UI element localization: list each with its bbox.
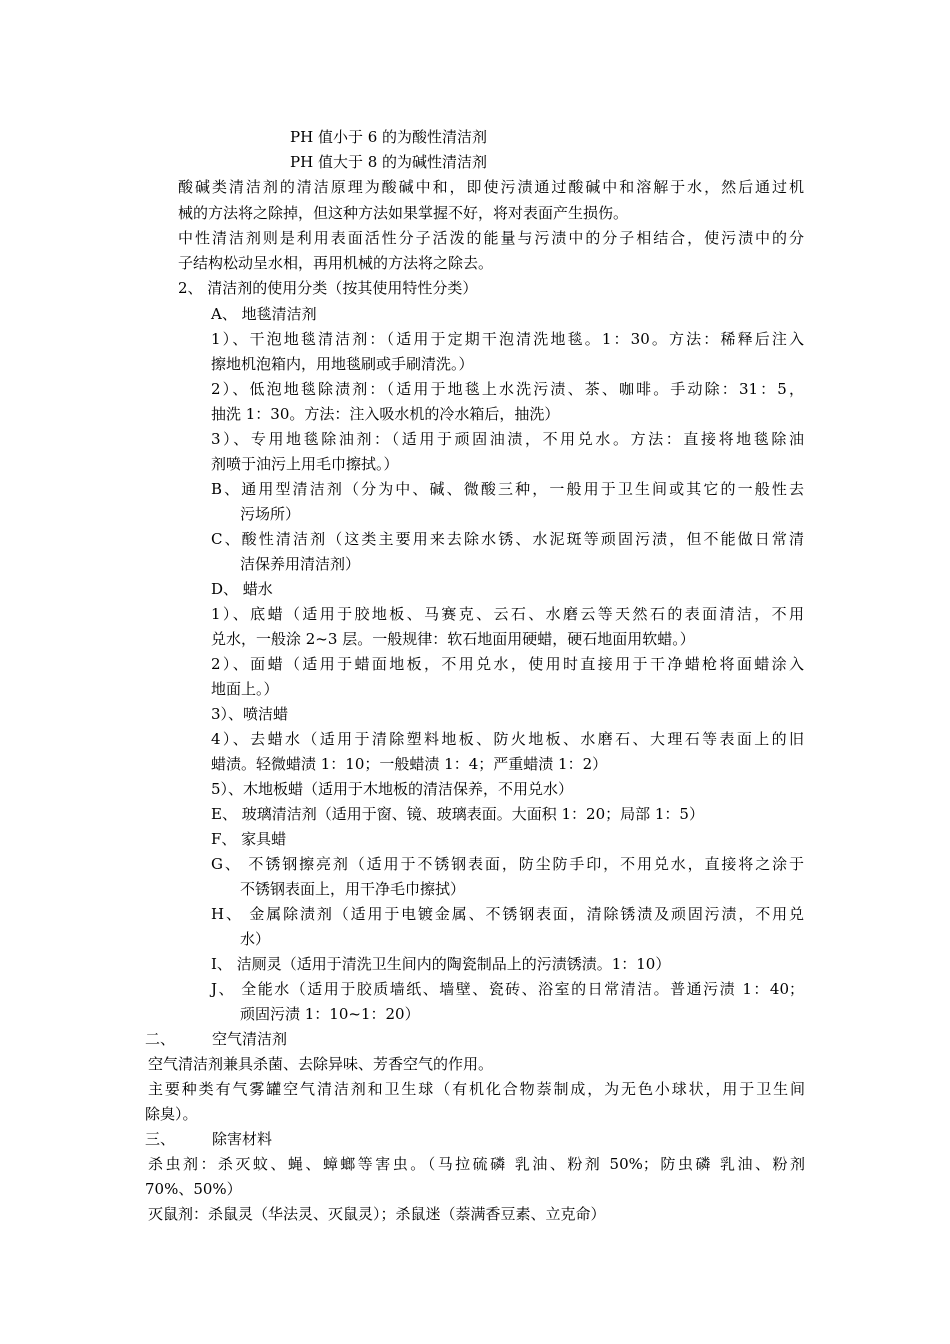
item-g-line-2: 不锈钢表面上，用干净毛巾擦拭） <box>240 880 466 898</box>
item-a3-line-2: 剂喷于油污上用毛巾擦拭。） <box>211 455 399 473</box>
section-two-paragraph-2-line-1: 主要种类有气雾罐空气清洁剂和卫生球（有机化合物萘制成，为无色小球状，用于卫生间 <box>148 1080 805 1098</box>
ph-acid-line: PH 值小于 6 的为酸性清洁剂 <box>290 128 488 146</box>
section-three-paragraph-1-line-2: 70%、50%） <box>145 1180 242 1198</box>
section-three-paragraph-1-line-1: 杀虫剂：杀灭蚊、蝇、蟑螂等害虫。（马拉硫磷 乳油、粉剂 50%；防虫磷 乳油、粉剂 <box>148 1155 805 1173</box>
item-a3-line-1: 3）、专用地毯除油剂：（适用于顽固油渍，不用兑水。方法：直接将地毯除油 <box>211 430 804 448</box>
item-a1-line-1: 1）、干泡地毯清洁剂：（适用于定期干泡清洗地毯。1：30。方法：稀释后注入 <box>211 330 804 348</box>
item-d1-line-2: 兑水，一般涂 2~3 层。一般规律：软石地面用硬蜡，硬石地面用软蜡。） <box>211 630 695 648</box>
item-c-line-1: C、酸性清洁剂（这类主要用来去除水锈、水泥斑等顽固污渍，但不能做日常清 <box>211 530 804 548</box>
item-d4-line-2: 蜡渍。轻微蜡渍 1：10；一般蜡渍 1：4；严重蜡渍 1：2） <box>211 755 608 773</box>
item-b-line-2: 污场所） <box>240 505 301 523</box>
section-three-paragraph-2: 灭鼠剂：杀鼠灵（华法灵、灭鼠灵）；杀鼠迷（萘满香豆素、立克命） <box>148 1205 606 1223</box>
section-two-paragraph-2-line-2: 除臭）。 <box>145 1105 198 1123</box>
item-a-heading: A、 地毯清洁剂 <box>211 305 317 323</box>
neutral-paragraph-line-2: 子结构松动呈水相，再用机械的方法将之除去。 <box>178 254 494 272</box>
item-j-line-1: J、 全能水（适用于胶质墙纸、墙壁、瓷砖、浴室的日常清洁。普通污渍 1：40； <box>211 980 804 998</box>
item-h-line-1: H、 金属除渍剂（适用于电镀金属、不锈钢表面，清除锈渍及顽固污渍，不用兑 <box>211 905 804 923</box>
item-d1-line-1: 1）、底蜡（适用于胶地板、马赛克、云石、水磨云等天然石的表面清洁，不用 <box>211 605 804 623</box>
acid-base-paragraph-line-2: 械的方法将之除掉，但这种方法如果掌握不好，将对表面产生损伤。 <box>178 204 629 222</box>
section-three-number: 三、 <box>145 1130 176 1148</box>
section-two-heading: 空气清洁剂 <box>212 1030 288 1048</box>
item-i-line: I、 洁厕灵（适用于清洗卫生间内的陶瓷制品上的污渍锈渍。1：10） <box>211 955 671 973</box>
item-d2-line-1: 2）、面蜡（适用于蜡面地板，不用兑水，使用时直接用于干净蜡枪将面蜡涂入 <box>211 655 804 673</box>
acid-base-paragraph-line-1: 酸碱类清洁剂的清洁原理为酸碱中和，即使污渍通过酸碱中和溶解于水，然后通过机 <box>178 178 804 196</box>
section-two-number: 二、 <box>145 1030 176 1048</box>
item-g-line-1: G、 不锈钢擦亮剂（适用于不锈钢表面，防尘防手印，不用兑水，直接将之涂于 <box>211 855 804 873</box>
item-j-line-2: 顽固污渍 1：10~1：20） <box>240 1005 420 1023</box>
item-a1-line-2: 擦地机泡箱内，用地毯刷或手刷清洗。） <box>211 355 474 373</box>
item-d3-line: 3）、喷洁蜡 <box>211 705 289 723</box>
item-d2-line-2: 地面上。） <box>211 680 279 698</box>
ph-alkali-line: PH 值大于 8 的为碱性清洁剂 <box>290 153 488 171</box>
item-d-heading: D、 蜡水 <box>211 580 273 598</box>
item-e-line: E、 玻璃清洁剂（适用于窗、镜、玻璃表面。大面积 1：20；局部 1：5） <box>211 805 704 823</box>
neutral-paragraph-line-1: 中性清洁剂则是利用表面活性分子活泼的能量与污渍中的分子相结合，使污渍中的分 <box>178 229 804 247</box>
item-f-line: F、 家具蜡 <box>211 830 287 848</box>
section-2-heading: 2、 清洁剂的使用分类（按其使用特性分类） <box>178 279 478 297</box>
item-h-line-2: 水） <box>240 930 271 948</box>
section-two-paragraph-1: 空气清洁剂兼具杀菌、去除异味、芳香空气的作用。 <box>148 1055 494 1073</box>
item-a2-line-1: 2）、低泡地毯除渍剂：（适用于地毯上水洗污渍、茶、咖啡。手动除：31：5， <box>211 380 804 398</box>
item-d4-line-1: 4）、去蜡水（适用于清除塑料地板、防火地板、水磨石、大理石等表面上的旧 <box>211 730 804 748</box>
item-b-line-1: B、通用型清洁剂（分为中、碱、微酸三种，一般用于卫生间或其它的一般性去 <box>211 480 804 498</box>
item-c-line-2: 洁保养用清洁剂） <box>240 555 361 573</box>
item-d5-line: 5）、木地板蜡（适用于木地板的清洁保养，不用兑水） <box>211 780 574 798</box>
section-three-heading: 除害材料 <box>212 1130 273 1148</box>
item-a2-line-2: 抽洗 1：30。方法：注入吸水机的冷水箱后，抽洗） <box>211 405 560 423</box>
